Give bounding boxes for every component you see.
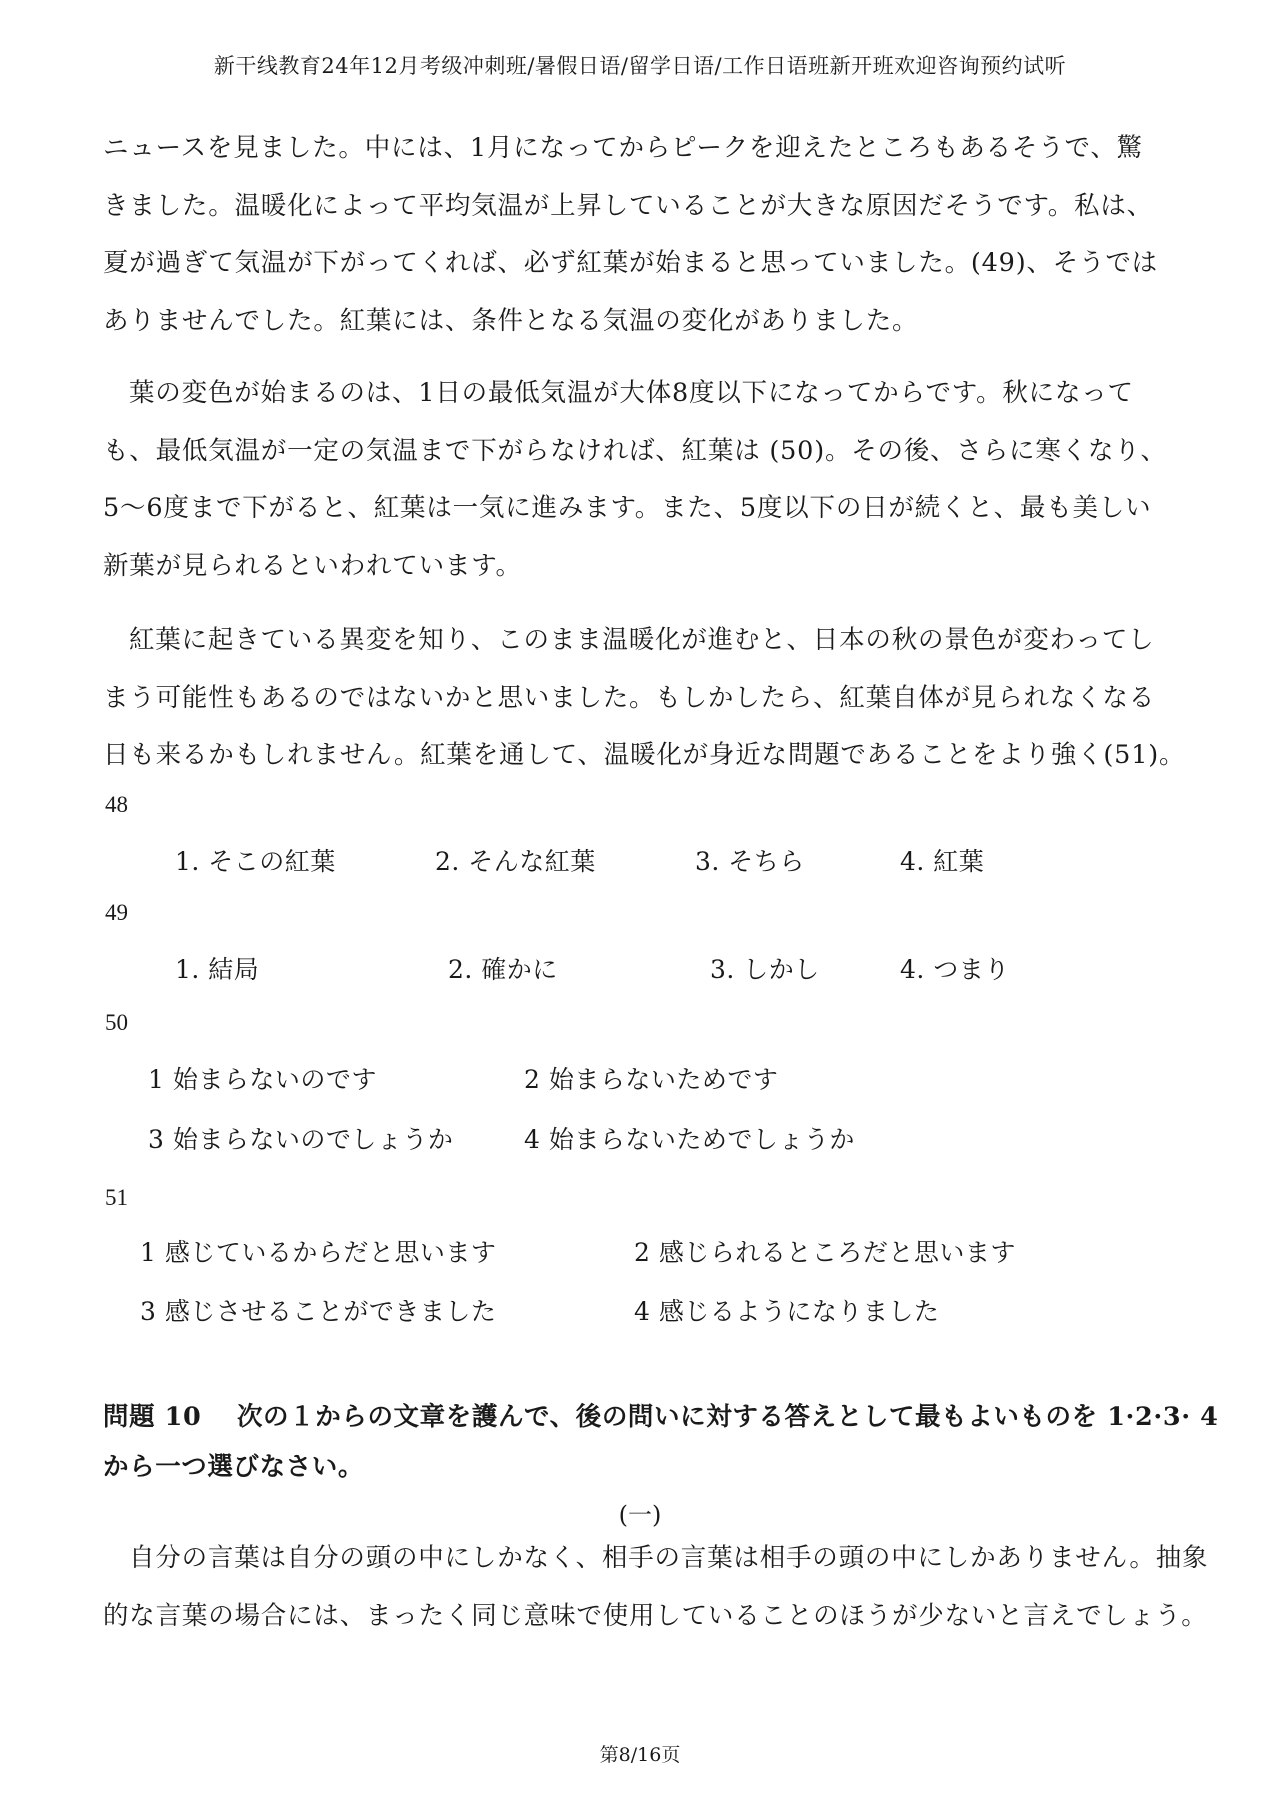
page-number: 第8/16页	[599, 1744, 681, 1766]
page-header: 新干线教育24年12月考级冲刺班/暑假日语/留学日语/工作日语班新开班欢迎咨询预约试听	[213, 54, 1067, 78]
mondai-10-instruction	[103, 1392, 1219, 1492]
text-line: 的な言葉の場合には、まったく同じ意味で使用していることのほうが少ないと言えでしょう。	[103, 1600, 1208, 1631]
q49-option-4[interactable]: 4. つまり	[900, 955, 1010, 984]
question-number-51: 51	[105, 1185, 128, 1210]
q51-option-1[interactable]: 1 感じているからだと思います	[140, 1238, 497, 1267]
q50-option-1[interactable]: 1 始まらないのです	[148, 1065, 377, 1094]
q50-option-4[interactable]: 4 始まらないためでしょうか	[524, 1125, 855, 1154]
text-line: ありませんでした。紅葉には、条件となる気温の変化がありました。	[103, 305, 919, 336]
text-line: ニュースを見ました。中には、1月になってからピークを迎えたところもあるそうで、驚	[103, 133, 1143, 163]
text-line: 夏が過ぎて気温が下がってくれば、必ず紅葉が始まると思っていました。(49)、そうでは	[103, 248, 1158, 278]
q49-option-2[interactable]: 2. 確かに	[448, 955, 558, 984]
q48-option-2[interactable]: 2. そんな紅葉	[435, 847, 596, 876]
q48-option-4[interactable]: 4. 紅葉	[900, 847, 985, 876]
passage-paragraph-2	[103, 365, 1183, 595]
question-number-49: 49	[105, 900, 128, 925]
text-line: も、最低気温が一定の気温まで下がらなければ、紅葉は (50)。その後、さらに寒くなり、	[103, 435, 1167, 466]
q49-option-1[interactable]: 1. 結局	[175, 955, 260, 984]
next-passage	[103, 1530, 1209, 1645]
q50-option-2[interactable]: 2 始まらないためです	[524, 1065, 779, 1094]
instruction-line: から一つ選びなさい。	[103, 1452, 365, 1482]
passage-paragraph-3	[103, 612, 1186, 785]
q51-option-2[interactable]: 2 感じられるところだと思います	[634, 1238, 1016, 1267]
q49-option-3[interactable]: 3. しかし	[710, 955, 820, 984]
question-number-50: 50	[105, 1010, 128, 1035]
text-line: まう可能性もあるのではないかと思いました。もしかしたら、紅葉自体が見られなくなる	[103, 682, 1156, 713]
section-mark: (一)	[618, 1501, 662, 1529]
text-line: 5〜6度まで下がると、紅葉は一気に進みます。また、5度以下の日が続くと、最も美しい	[103, 493, 1152, 523]
q51-option-3[interactable]: 3 感じさせることができました	[140, 1297, 497, 1326]
text-line: 日も来るかもしれません。紅葉を通して、温暖化が身近な問題であることをより強く(51)。	[103, 740, 1186, 770]
instruction-line: 問題 10 次の１からの文章を護んで、後の問いに対する答えとして最もよいものを 1·2·3· 4	[103, 1402, 1219, 1432]
q51-option-4[interactable]: 4 感じるようになりました	[634, 1297, 940, 1326]
question-number-48: 48	[105, 792, 128, 817]
text-line: 紅葉に起きている異変を知り、このまま温暖化が進むと、日本の秋の景色が変わってし	[129, 625, 1155, 655]
passage-paragraph-1	[103, 120, 1183, 350]
q48-option-3[interactable]: 3. そちら	[695, 847, 805, 876]
text-line: 自分の言葉は自分の頭の中にしかなく、相手の言葉は相手の頭の中にしかありません。抽象	[129, 1543, 1209, 1573]
q48-option-1[interactable]: 1. そこの紅葉	[175, 847, 336, 876]
text-line: きました。温暖化によって平均気温が上昇していることが大きな原因だそうです。私は、	[103, 190, 1153, 221]
q50-option-3[interactable]: 3 始まらないのでしょうか	[148, 1125, 454, 1154]
text-line: 新葉が見られるといわれています。	[103, 550, 522, 581]
text-line: 葉の変色が始まるのは、1日の最低気温が大体8度以下になってからです。秋になって	[129, 378, 1134, 408]
